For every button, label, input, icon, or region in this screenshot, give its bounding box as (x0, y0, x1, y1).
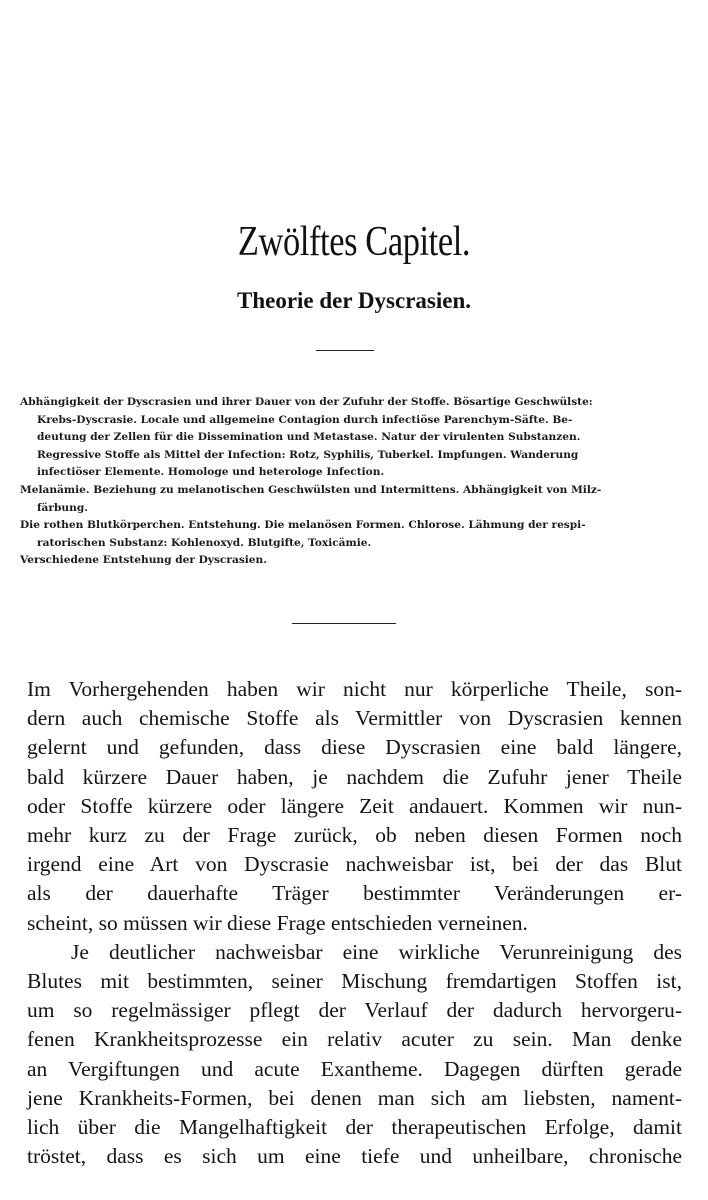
body-line: bald kürzere Dauer haben, je nachdem die Zufuhr jener Theile (27, 764, 682, 789)
body-line: scheint, so müssen wir diese Frage entschieden verneinen. (27, 910, 528, 935)
chapter-summary (20, 394, 686, 570)
summary-line: färbung. (37, 501, 88, 514)
summary-line: ratorischen Substanz: Kohlenoxyd. Blutgifte, Toxicämie. (37, 536, 372, 549)
body-line: tröstet, dass es sich um eine tiefe und unheilbare, chronische (27, 1144, 682, 1169)
chapter-subtitle: Theorie der Dyscrasien. (236, 288, 471, 313)
body-line: um so regelmässiger pflegt der Verlauf der dadurch hervorgeru- (27, 998, 682, 1023)
body-line: Im Vorhergehenden haben wir nicht nur körperliche Theile, son- (27, 677, 682, 701)
summary-line: deutung der Zellen für die Dissemination und Metastase. Natur der virulenten Substanzen. (37, 431, 581, 444)
summary-line: Regressive Stoffe als Mittel der Infection: Rotz, Syphilis, Tuberkel. Impfungen. Wanderung (37, 448, 579, 461)
body-line: Je deutlicher nachweisbar eine wirkliche Verunreinigung des (71, 939, 682, 964)
divider-bottom (292, 623, 396, 624)
body-line: mehr kurz zu der Frage zurück, ob neben diesen Formen noch (27, 823, 682, 848)
chapter-title: Zwölftes Capitel. (237, 219, 471, 265)
body-line: als der dauerhafte Träger bestimmter Veränderungen er- (27, 881, 682, 906)
body-line: jene Krankheits-Formen, bei denen man sich am liebsten, nament- (27, 1085, 682, 1110)
body-line: gelernt und gefunden, dass diese Dyscrasien eine bald längere, (27, 735, 682, 760)
summary-line: Verschiedene Entstehung der Dyscrasien. (20, 554, 267, 567)
summary-line: Melanämie. Beziehung zu melanotischen Geschwülsten und Intermittens. Abhängigkeit von Milz- (20, 483, 602, 496)
body-text (27, 675, 682, 1171)
body-line: fenen Krankheitsprozesse ein relativ acuter zu sein. Man denke (27, 1027, 682, 1052)
summary-line: Die rothen Blutkörperchen. Entstehung. Die melanösen Formen. Chlorose. Lähmung der respi- (20, 519, 586, 532)
body-line: oder Stoffe kürzere oder längere Zeit andauert. Kommen wir nun- (27, 793, 682, 818)
body-line: Blutes mit bestimmten, seiner Mischung fremdartigen Stoffen ist, (27, 969, 682, 994)
body-line: lich über die Mangelhaftigkeit der therapeutischen Erfolge, damit (27, 1115, 682, 1140)
body-line: dern auch chemische Stoffe als Vermittler von Dyscrasien kennen (27, 706, 682, 731)
summary-line: Krebs-Dyscrasie. Locale und allgemeine Contagion durch infectiöse Parenchym-Säfte. Be- (37, 413, 573, 426)
divider-top (316, 350, 374, 351)
summary-line: infectiöser Elemente. Homologe und heterologe Infection. (37, 466, 385, 479)
body-line: irgend eine Art von Dyscrasie nachweisbar ist, bei der das Blut (27, 852, 682, 877)
summary-line: Abhängigkeit der Dyscrasien und ihrer Dauer von der Zufuhr der Stoffe. Bösartige Geschwülste: (20, 396, 593, 408)
body-line: an Vergiftungen und acute Exantheme. Dagegen dürften gerade (27, 1056, 682, 1081)
